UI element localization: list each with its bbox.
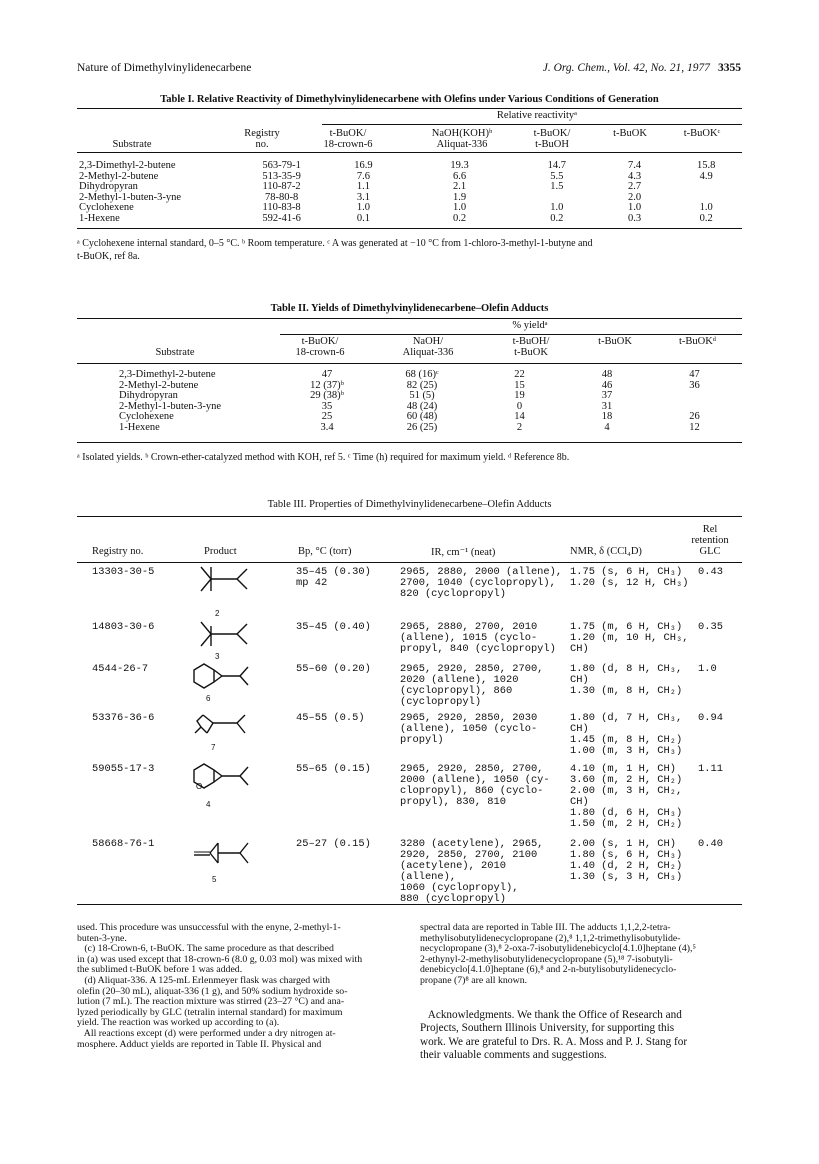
registry-cell: 53376-36-6 (92, 712, 155, 724)
ir-cell (400, 839, 565, 904)
text-line: methylisobutylidenecyclopropane (2),⁸ 1,1,2-trimethylisobutylide- (420, 932, 681, 944)
value-cell: 31 (601, 400, 613, 412)
text-line: 2965, 2880, 2700, 2010 (400, 621, 538, 633)
nmr-cell (570, 664, 710, 697)
value-cell: 3.1 (356, 191, 371, 203)
value-cell: 68 (16)ᶜ (405, 369, 439, 380)
text-line: (acetylene), 2010 (allene), (400, 859, 507, 883)
text-line: 2.00 (m, 3 H, CH₂, (570, 784, 683, 797)
text-line: 1.80 (d, 7 H, CH₃, (570, 712, 683, 724)
svg-text:O: O (196, 782, 203, 791)
text-line: mp 42 (296, 576, 328, 589)
registry-cell: 4544-26-7 (92, 663, 149, 675)
substrate-cell: Dihydropyran (79, 181, 138, 193)
text-line: spectral data are reported in Table III. The adducts 1,1,2,2-tetra- (420, 922, 671, 933)
substrate-cell: 2-Methyl-1-buten-3-yne (79, 191, 182, 203)
text-line: 1.50 (m, 2 H, CH₂) (570, 817, 683, 830)
table1-col-5: t-BuOKᶜ (683, 128, 721, 139)
text-line: 4.10 (m, 1 H, CH) (570, 763, 677, 775)
value-cell: 4 (604, 421, 610, 433)
value-cell: 1.5 (550, 181, 564, 193)
bp-cell (296, 567, 391, 589)
value-cell: 46 (601, 379, 613, 391)
text-line: 2965, 2880, 2000 (allene), (400, 566, 563, 578)
table-row (77, 161, 742, 172)
table2-col-substrate: Substrate (155, 347, 195, 358)
nmr-cell (570, 839, 710, 883)
structure-drawing (188, 662, 252, 692)
body-left-column (77, 923, 402, 1050)
value-cell: 0.2 (550, 212, 564, 224)
text-line: 1.45 (m, 8 H, CH₂) (570, 733, 683, 746)
table2-col-4: t-BuOK (598, 336, 632, 347)
substrate-cell: Cyclohexene (79, 202, 134, 214)
table3-col-product: Product (204, 546, 237, 557)
table3-col-registry: Registry no. (92, 546, 144, 557)
text-line: CH) (570, 795, 589, 808)
compound-number: 5 (212, 875, 217, 884)
text-line: 880 (cyclopropyl) (400, 892, 507, 905)
text-line: work. We are grateful to Drs. R. A. Moss and P. J. Stang for (420, 1035, 688, 1048)
glc-cell: 0.94 (698, 712, 723, 724)
nmr-cell (570, 764, 710, 829)
registry-cell: 110-83-8 (262, 202, 301, 214)
value-cell: 36 (689, 379, 700, 391)
value-cell: 3.4 (320, 421, 334, 433)
ir-cell (400, 567, 565, 600)
text-line: 35–45 (0.30) (296, 566, 371, 578)
registry-cell: 14803-30-6 (92, 621, 155, 633)
value-cell (647, 391, 742, 402)
value-cell: 0.2 (699, 212, 713, 224)
substrate-cell: 1-Hexene (119, 421, 160, 433)
table3-col-glc: Rel retention GLC (691, 524, 729, 557)
bp-cell (296, 622, 391, 633)
running-header-left: Nature of Dimethylvinylidenecarbene (77, 62, 252, 74)
substrate-cell: 2,3-Dimethyl-2-butene (79, 160, 176, 171)
text-line: 1.80 (s, 6 H, CH₃) (570, 848, 683, 861)
text-line: propyl), 830, 810 (400, 795, 507, 808)
table1-body (77, 161, 742, 225)
value-cell: 1.1 (356, 181, 371, 193)
text-line: 1.40 (d, 2 H, CH₂) (570, 859, 683, 872)
text-line: CH) (570, 642, 589, 655)
running-header-right (543, 62, 741, 74)
text-line: propyl) (400, 733, 444, 746)
glc-cell: 1.11 (698, 763, 723, 775)
table2-group-header: % yieldᵃ (512, 320, 548, 331)
table-row (77, 172, 742, 183)
bp-cell (296, 664, 391, 675)
text-line: denebicyclo[4.1.0]heptane (6),⁸ and 2-n-butylisobutylidenecyclo- (420, 964, 677, 976)
value-cell: 37 (601, 390, 613, 402)
text-line: propyl, 840 (cyclopropyl) (400, 642, 556, 655)
table1-col-registry: Registry no. (244, 128, 280, 150)
value-cell: 0.1 (356, 212, 371, 224)
table2-footnote: ᵃ Isolated yields. ᵇ Crown-ether-catalyzed method with KOH, ref 5. ᶜ Time (h) required for maximum yield. ᵈ Reference 8b. (77, 452, 570, 463)
substrate-cell: Cyclohexene (119, 411, 174, 423)
text-line: (cyclopropyl), 860 (400, 684, 513, 697)
value-cell: 2.0 (627, 191, 642, 203)
value-cell: 14.7 (547, 160, 566, 171)
table2-col-3: t-BuOH/ t-BuOK (512, 336, 550, 358)
substrate-cell: 2,3-Dimethyl-2-butene (119, 369, 216, 380)
table1-col-2: NaOH(KOH)ᵇ Aliquat-336 (431, 128, 493, 150)
body-right-column (420, 923, 745, 987)
registry-cell: 563-79-1 (262, 160, 301, 171)
text-line: lution (7 mL). The reaction mixture was stirred (23–27 °C) and ana- (77, 996, 345, 1008)
text-line: (allene), 1050 (cyclo- (400, 722, 538, 735)
registry-cell: 592-41-6 (262, 212, 301, 224)
page-number: 3355 (718, 62, 741, 74)
table1-col-1: t-BuOK/ 18-crown-6 (323, 128, 373, 150)
value-cell: 4.9 (699, 170, 713, 182)
table-row (77, 423, 742, 434)
text-line: 1.30 (m, 8 H, CH₂) (570, 684, 683, 697)
text-line: the sublimed t-BuOK before 1 was added. (77, 964, 243, 976)
nmr-cell (570, 567, 710, 589)
text-line: 2965, 2920, 2850, 2700, (400, 763, 544, 775)
text-line: All reactions except (d) were performed under a dry nitrogen at- (77, 1027, 336, 1039)
registry-cell: 110-87-2 (262, 181, 301, 193)
compound-number: 6 (206, 694, 211, 703)
table1-col-substrate: Substrate (112, 139, 152, 150)
value-cell: 1.0 (356, 202, 371, 214)
acknowledgments (420, 1009, 745, 1063)
value-cell: 2.7 (627, 181, 642, 193)
value-cell: 29 (38)ᵇ (310, 390, 344, 402)
substrate-cell: 1-Hexene (79, 212, 120, 224)
value-cell: 15.8 (696, 160, 716, 171)
table3-col-nmr: NMR, δ (CCl₄D) (570, 546, 642, 557)
journal-citation: J. Org. Chem., Vol. 42, No. 21, 1977 (542, 62, 710, 74)
value-cell: 0.2 (453, 212, 467, 224)
table2-col-1: t-BuOK/ 18-crown-6 (295, 336, 345, 358)
value-cell: 1.0 (699, 202, 713, 214)
glc-cell: 0.40 (698, 838, 723, 850)
value-cell: 19 (514, 390, 525, 402)
text-line: clopropyl), 860 (cyclo- (400, 784, 544, 797)
text-line: 2965, 2920, 2850, 2030 (400, 712, 538, 724)
table3-title: Table III. Properties of Dimethylvinylidenecarbene–Olefin Adducts (267, 499, 552, 510)
substrate-cell: 2-Methyl-2-butene (119, 379, 199, 391)
text-line: 1.75 (s, 6 H, CH₃) (570, 566, 683, 578)
ir-cell (400, 764, 565, 808)
text-line: 2920, 2850, 2700, 2100 (400, 848, 538, 861)
text-line: 2965, 2920, 2850, 2700, (400, 663, 544, 675)
glc-cell: 0.43 (698, 566, 723, 578)
value-cell: 15 (514, 379, 525, 391)
text-line: 45–55 (0.5) (296, 712, 365, 724)
text-line: 1.00 (m, 3 H, CH₃) (570, 744, 683, 757)
text-line: 3280 (acetylene), 2965, (400, 838, 544, 850)
text-line: 35–45 (0.40) (296, 621, 371, 633)
table2-title: Table II. Yields of Dimethylvinylidenecarbene–Olefin Adducts (270, 303, 549, 314)
text-line: 1.20 (s, 12 H, CH₃) (570, 576, 689, 589)
value-cell: 2.1 (453, 181, 467, 193)
text-line: 1.80 (d, 8 H, CH₃, (570, 663, 683, 675)
ir-cell (400, 713, 565, 746)
value-cell: 48 (24) (406, 400, 438, 412)
structure-drawing (188, 762, 252, 792)
value-cell: 7.6 (356, 170, 371, 182)
text-line: 3.60 (m, 2 H, CH₂) (570, 773, 683, 786)
text-line: 55–65 (0.15) (296, 763, 371, 775)
table1-footnote: ᵃ Cyclohexene internal standard, 0–5 °C. ᵇ Room temperature. ᶜ A was generated at −10 °C from 1-chloro-3-methyl-1-butyne and t-BuOK, ref 8a. (77, 238, 593, 262)
ir-cell (400, 622, 565, 655)
value-cell: 22 (514, 369, 525, 380)
text-line: 1.80 (d, 6 H, CH₃) (570, 806, 683, 819)
value-cell: 47 (321, 369, 333, 380)
value-cell (670, 182, 742, 193)
value-cell: 1.9 (453, 191, 467, 203)
text-line: 2020 (allene), 1020 (400, 673, 519, 686)
table1-title: Table I. Relative Reactivity of Dimethylvinylidenecarbene with Olefins under Various Conditions of Generation (160, 94, 659, 105)
registry-cell: 59055-17-3 (92, 763, 155, 775)
value-cell: 35 (321, 400, 333, 412)
registry-cell: 58668-76-1 (92, 838, 155, 850)
value-cell: 4.3 (627, 170, 642, 182)
nmr-cell (570, 713, 710, 757)
text-line: (allene), 1015 (cyclo- (400, 631, 538, 644)
text-line: in (a) was used except that 18-crown-6 (8.0 g, 0.03 mol) was mixed with (77, 953, 363, 965)
table2-col-5: t-BuOKᵈ (678, 336, 717, 347)
substrate-cell: 2-Methyl-1-buten-3-yne (119, 400, 222, 412)
registry-cell: 78-80-8 (264, 191, 299, 203)
value-cell: 0 (516, 400, 523, 412)
text-line: propane (7)⁸ are all known. (420, 974, 528, 986)
nmr-cell (570, 622, 710, 655)
value-cell: 60 (48) (406, 411, 438, 423)
registry-cell: 13303-30-5 (92, 566, 155, 578)
table-row (77, 214, 742, 225)
value-cell: 48 (601, 369, 613, 380)
bp-cell (296, 713, 391, 724)
text-line: Acknowledgments. We thank the Office of Research and (420, 1009, 682, 1021)
compound-number: 7 (211, 743, 216, 752)
text-line: 1.30 (s, 3 H, CH₃) (570, 870, 683, 883)
bp-cell (296, 839, 391, 850)
table2-col-2: NaOH/ Aliquat-336 (402, 336, 454, 358)
table1-col-3: t-BuOK/ t-BuOH (533, 128, 571, 150)
table-row (77, 193, 742, 204)
value-cell: 82 (25) (406, 379, 438, 391)
text-line: CH) (570, 673, 589, 686)
value-cell: 26 (689, 411, 700, 423)
value-cell: 7.4 (627, 160, 642, 171)
table1-col-4: t-BuOK (613, 128, 647, 139)
text-line: (c) 18-Crown-6, t-BuOK. The same procedure as that described (77, 943, 334, 955)
value-cell: 26 (25) (406, 421, 438, 433)
table3-col-ir: IR, cm⁻¹ (neat) (431, 547, 496, 558)
text-line: 820 (cyclopropyl) (400, 587, 507, 600)
value-cell: 16.9 (354, 160, 373, 171)
table-row (77, 370, 742, 381)
text-line: 2-ethynyl-2-methylisobutylidenecyclopropane (5),¹⁸ 7-isobutyli- (420, 953, 673, 965)
value-cell: 5.5 (550, 170, 564, 182)
value-cell: 51 (5) (409, 390, 435, 402)
table2-body (77, 370, 742, 434)
text-line: 2700, 1040 (cyclopropyl), (400, 576, 556, 589)
text-line: Projects, Southern Illinois University, for supporting this (420, 1022, 675, 1035)
glc-cell: 0.35 (698, 621, 723, 633)
text-line: lyzed periodically by GLC (tetralin internal standard) for maximum (77, 1006, 343, 1018)
structure-drawing (197, 620, 261, 650)
bp-cell (296, 764, 391, 775)
text-line: 2.00 (s, 1 H, CH) (570, 838, 677, 850)
substrate-cell: Dihydropyran (119, 390, 178, 402)
text-line: 1.20 (m, 10 H, CH₃, (570, 631, 689, 644)
text-line: their valuable comments and suggestions. (420, 1049, 607, 1062)
text-line: 55–60 (0.20) (296, 663, 371, 675)
text-line: (cyclopropyl) (400, 695, 482, 708)
text-line: 2000 (allene), 1050 (cy- (400, 773, 550, 786)
value-cell: 1.0 (627, 202, 642, 214)
text-line: CH) (570, 722, 589, 735)
value-cell: 0.3 (627, 212, 642, 224)
text-line: 25–27 (0.15) (296, 838, 371, 850)
value-cell: 19.3 (450, 160, 469, 171)
value-cell: 12 (689, 421, 700, 433)
text-line: yield. The reaction was worked up according to (a). (77, 1017, 280, 1029)
text-line: used. This procedure was unsuccessful with the enyne, 2-methyl-1- (77, 922, 341, 933)
value-cell: 1.0 (453, 202, 467, 214)
substrate-cell: 2-Methyl-2-butene (79, 170, 159, 182)
text-line: buten-3-yne. (77, 932, 127, 944)
text-line: 1060 (cyclopropyl), (400, 881, 519, 894)
table1-group-header: Relative reactivityᵃ (496, 110, 578, 121)
text-line: (d) Aliquat-336. A 125-mL Erlenmeyer flask was charged with (77, 974, 331, 986)
text-line: necyclopropane (3),⁸ 2-oxa-7-isobutylidenebicyclo[4.1.0]heptane (4),⁵ (420, 943, 696, 955)
value-cell: 12 (37)ᵇ (310, 379, 344, 391)
table-row (77, 203, 742, 214)
text-line: olefin (20–30 mL), aliquat-336 (1 g), and 50% sodium hydroxide so- (77, 985, 348, 997)
compound-number: 3 (215, 652, 220, 661)
table3-col-bp: Bp, °C (torr) (298, 546, 352, 557)
value-cell: 2 (516, 421, 523, 433)
structure-drawing (194, 837, 258, 867)
glc-cell: 1.0 (698, 663, 717, 675)
structure-drawing (197, 565, 261, 595)
value-cell: 1.0 (550, 202, 564, 214)
value-cell: 6.6 (453, 170, 467, 182)
value-cell: 18 (601, 411, 613, 423)
compound-number: 4 (206, 800, 211, 809)
structure-drawing (193, 711, 257, 741)
ir-cell (400, 664, 565, 708)
registry-cell: 513-35-9 (262, 170, 301, 182)
text-line: 1.75 (m, 6 H, CH₃) (570, 621, 683, 633)
text-line: mosphere. Adduct yields are reported in Table II. Physical and (77, 1038, 322, 1050)
value-cell: 14 (514, 411, 525, 423)
compound-number: 2 (215, 609, 220, 618)
value-cell: 47 (689, 369, 700, 380)
value-cell: 25 (321, 411, 333, 423)
